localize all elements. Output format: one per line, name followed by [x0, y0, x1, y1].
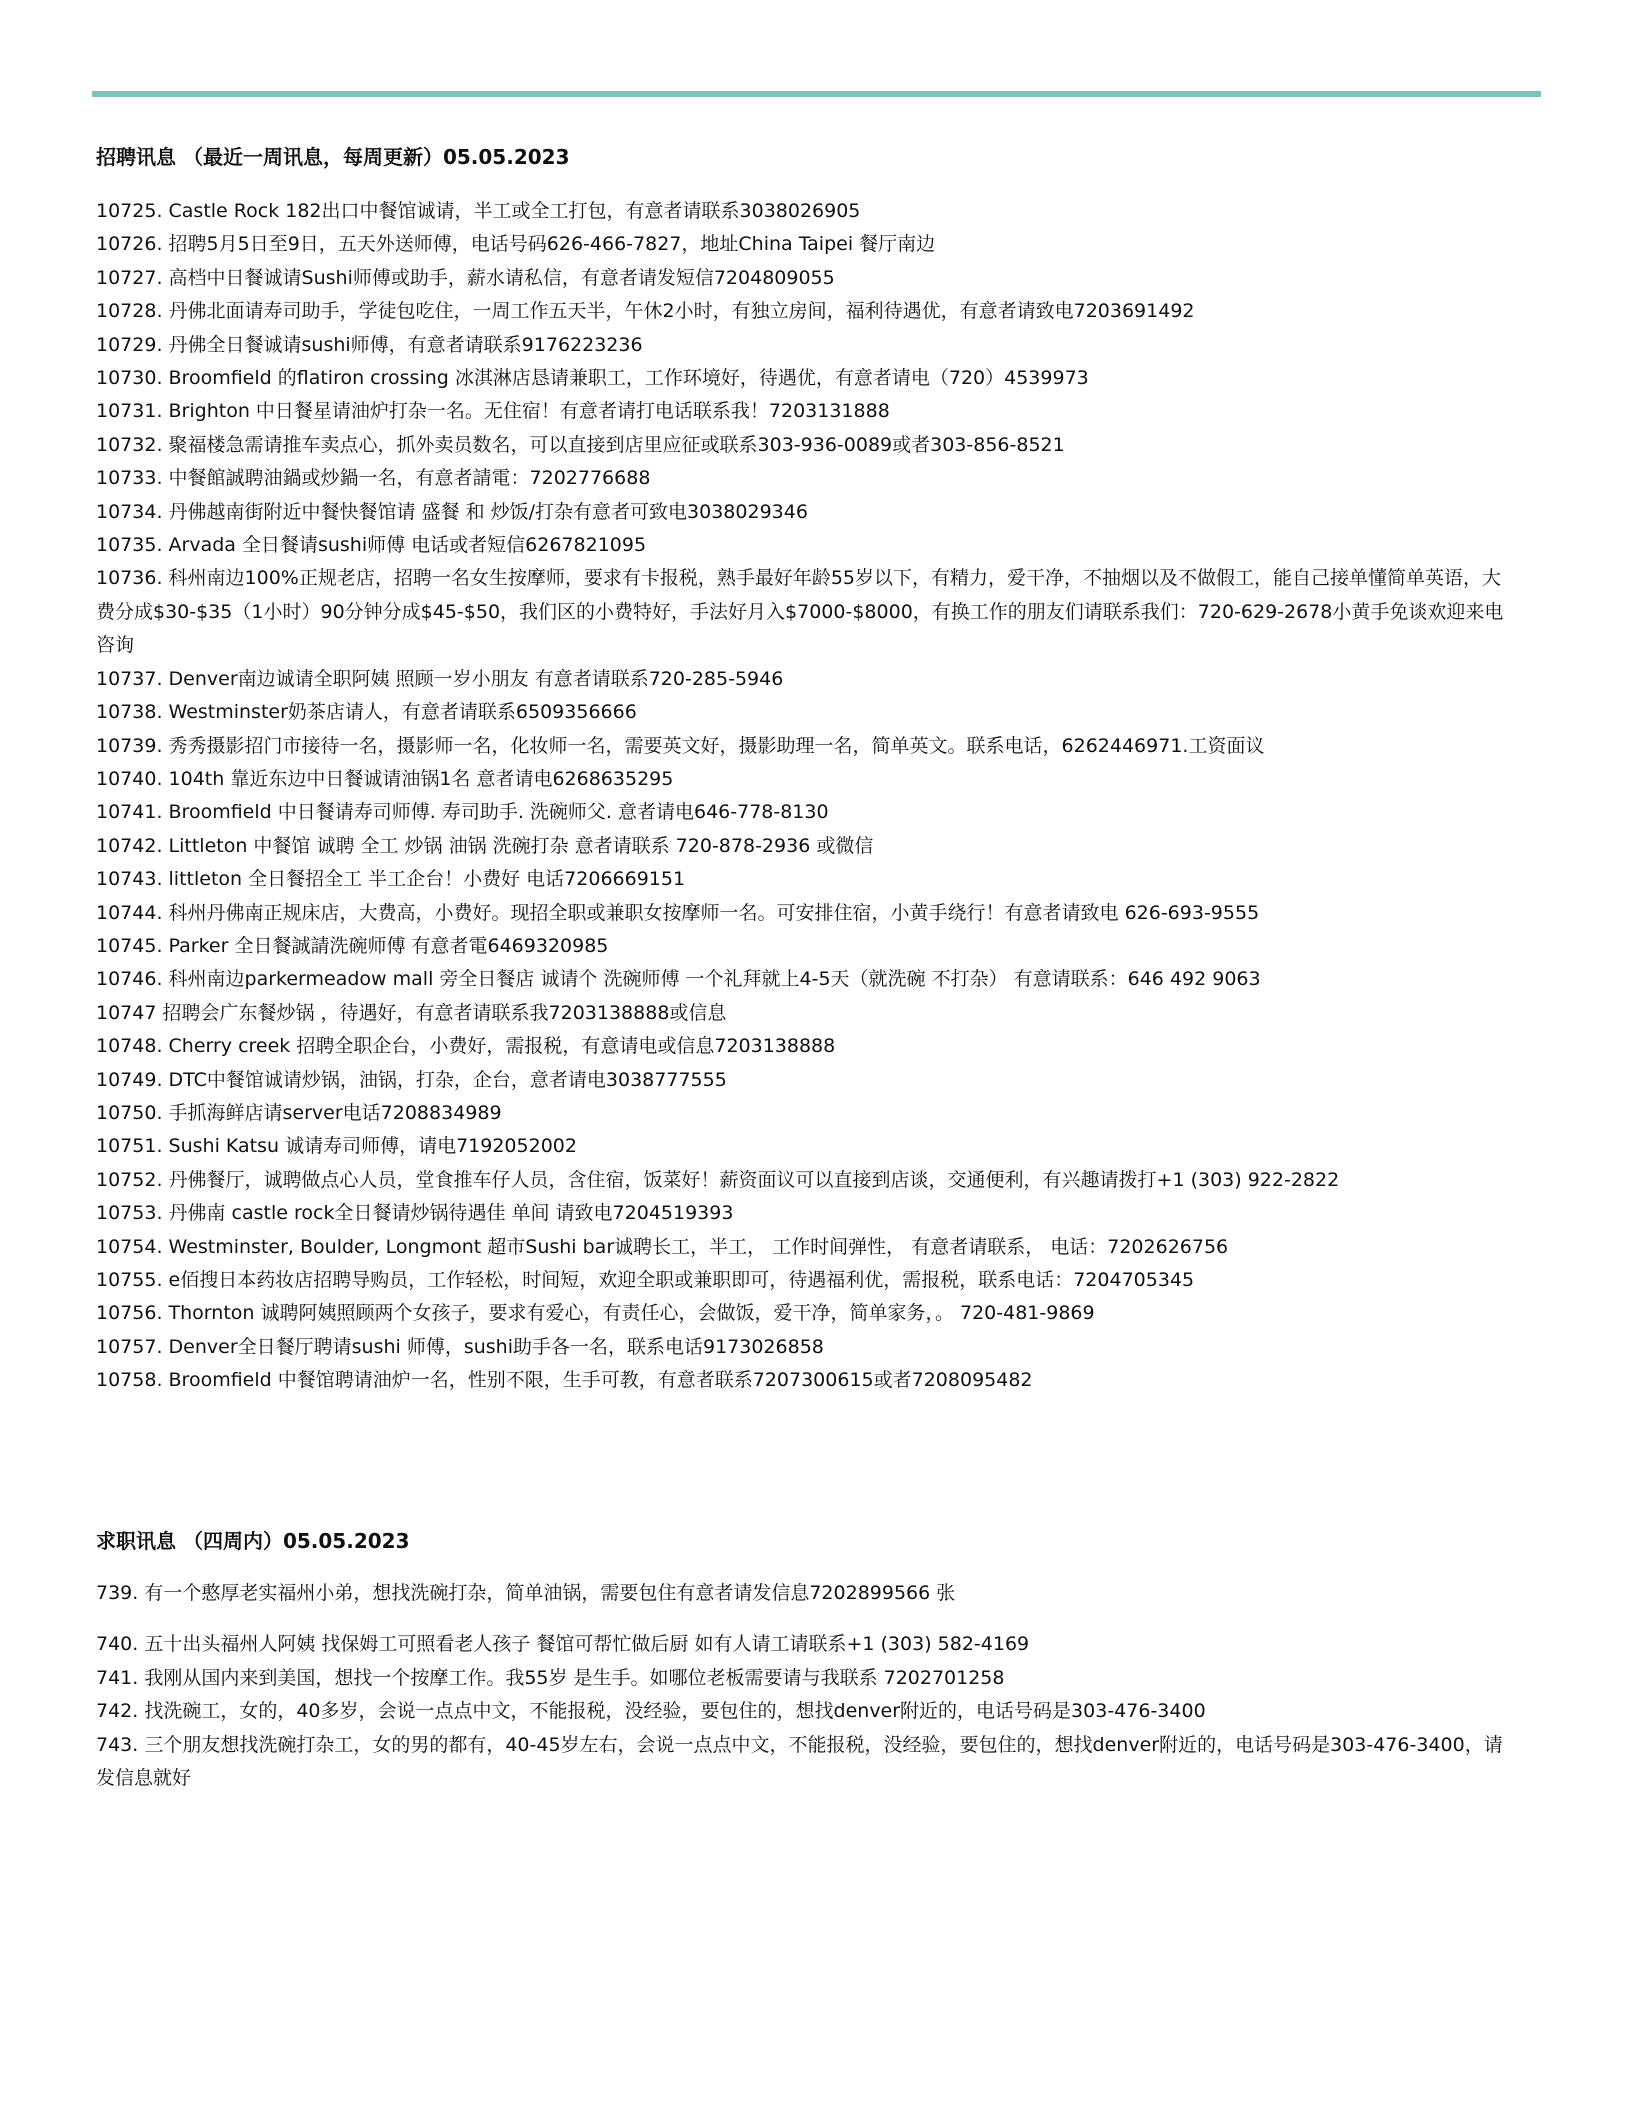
job-seekers-section — [96, 1527, 1516, 1795]
job-listing-entry: 10730. Broomfield 的flatiron crossing 冰淇淋店恳请兼职工，工作环境好，待遇优，有意者请电（720）4539973 — [96, 367, 1089, 390]
job-listing-entry: 10733. 中餐館誠聘油鍋或炒鍋一名，有意者請電：7202776688 — [96, 467, 651, 490]
job-listing-entry: 10755. e佰搜日本药妆店招聘导购员，工作轻松，时间短，欢迎全职或兼职即可，待遇福利优，需报税，联系电话：7204705345 — [96, 1269, 1195, 1291]
job-listing-entry: 10729. 丹佛全日餐诚请sushi师傅，有意者请联系9176223236 — [96, 333, 643, 356]
job-listing-entry: 10757. Denver全日餐厅聘请sushi 师傅，sushi助手各一名，联系电话9173026858 — [96, 1335, 824, 1358]
job-seekers-title: 求职讯息 （四周内）05.05.2023 — [96, 1529, 410, 1553]
job-listing-entry: 10758. Broomfield 中餐馆聘请油炉一名，性别不限，生手可教，有意者联系7207300615或者7208095482 — [96, 1369, 1033, 1392]
job-listing-entry: 10736. 科州南边100%正规老店，招聘一名女生按摩师，要求有卡报税，熟手最好年龄55岁以下，有精力，爱干净，不抽烟以及不做假工，能自己接单懂简单英语，大费分成$30-$35（1小时）90分钟分成$45-$50，我们区的小费特好，手法好月入$7000-$8000，有换工作的朋友们请联系我们：720-629-2678小黄手免谈欢迎来电咨询 — [96, 567, 1504, 657]
job-listing-entry: 10734. 丹佛越南街附近中餐快餐馆请 盛餐 和 炒饭/打杂有意者可致电3038029346 — [96, 500, 808, 523]
job-listing-entry: 10725. Castle Rock 182出口中餐馆诚请，半工或全工打包，有意者请联系3038026905 — [96, 200, 861, 222]
job-listing-entry: 10750. 手抓海鲜店请server电话7208834989 — [96, 1101, 502, 1124]
job-listing-entry: 10754. Westminster, Boulder, Longmont 超市Sushi bar诚聘长工，半工， 工作时间弹性， 有意者请联系， 电话：7202626756 — [96, 1235, 1229, 1258]
job-listing-entry: 10744. 科州丹佛南正规床店，大费高，小费好。现招全职或兼职女按摩师一名。可安排住宿，小黄手绕行！有意者请致电 626-693-9555 — [96, 901, 1260, 924]
job-listing-entry: 10738. Westminster奶茶店请人，有意者请联系6509356666 — [96, 701, 637, 724]
job-listing-entry: 10749. DTC中餐馆诚请炒锅，油锅，打杂，企台，意者请电3038777555 — [96, 1068, 727, 1091]
job-seeker-entry: 743. 三个朋友想找洗碗打杂工，女的男的都有，40-45岁左右，会说一点点中文，不能报税，没经验，要包住的，想找denver附近的，电话号码是303-476-3400，请发信息就好 — [96, 1733, 1503, 1790]
job-listing-entry: 10747 招聘会广东餐炒锅 ，待遇好，有意者请联系我7203138888或信息 — [96, 1001, 727, 1024]
job-listing-entry: 10735. Arvada 全日餐请sushi师傅 电话或者短信6267821095 — [96, 534, 647, 557]
job-listing-entry: 10748. Cherry creek 招聘全职企台，小费好，需报税，有意请电或信息7203138888 — [96, 1035, 836, 1058]
header-rule — [92, 91, 1541, 97]
job-listing-entry: 10743. littleton 全日餐招全工 半工企台！小费好 电话7206669151 — [96, 868, 686, 891]
job-listing-entry: 10741. Broomfield 中日餐请寿司师傅. 寿司助手. 洗碗师父. 意者请电646-778-8130 — [96, 801, 829, 824]
job-seeker-entry: 741. 我刚从国内来到美国，想找一个按摩工作。我55岁 是生手。如哪位老板需要请与我联系 7202701258 — [96, 1666, 1005, 1689]
job-listing-entry: 10745. Parker 全日餐誠請洗碗师傅 有意者電6469320985 — [96, 934, 609, 957]
job-listing-entry: 10728. 丹佛北面请寿司助手，学徒包吃住，一周工作五天半，午休2小时，有独立房间，福利待遇优，有意者请致电7203691492 — [96, 300, 1195, 323]
job-listing-entry: 10739. 秀秀摄影招门市接待一名，摄影师一名，化妆师一名，需要英文好，摄影助理一名，简单英文。联系电话，6262446971.工资面议 — [96, 734, 1265, 757]
job-seeker-entry: 742. 找洗碗工，女的，40多岁，会说一点点中文，不能报税，没经验，要包住的，想找denver附近的，电话号码是303-476-3400 — [96, 1700, 1206, 1723]
job-listing-entry: 10740. 104th 靠近东边中日餐诚请油锅1名 意者请电6268635295 — [96, 767, 674, 790]
job-listing-entry: 10756. Thornton 诚聘阿姨照顾两个女孩子，要求有爱心，有责任心，会做饭，爱干净，简单家务，。 720-481-9869 — [96, 1302, 1095, 1325]
job-listing-entry: 10727. 高档中日餐诚请Sushi师傅或助手，薪水请私信，有意者请发短信7204809055 — [96, 266, 835, 289]
job-listing-entry: 10753. 丹佛南 castle rock全日餐请炒锅待遇佳 单间 请致电7204519393 — [96, 1202, 734, 1225]
job-listings-title: 招聘讯息 （最近一周讯息，每周更新）05.05.2023 — [96, 145, 570, 169]
job-seekers-list — [96, 1577, 1516, 1795]
job-seeker-entry: 740. 五十出头福州人阿姨 找保姆工可照看老人孩子 餐馆可帮忙做后厨 如有人请工请联系+1 (303) 582-4169 — [96, 1633, 1030, 1656]
job-listing-entry: 10731. Brighton 中日餐星请油炉打杂一名。无住宿！有意者请打电话联系我！7203131888 — [96, 400, 890, 423]
job-listing-entry: 10732. 聚福楼急需请推车卖点心，抓外卖员数名，可以直接到店里应征或联系303-936-0089或者303-856-8521 — [96, 433, 1065, 456]
job-listings-list — [96, 195, 1516, 1398]
job-listing-entry: 10726. 招聘5月5日至9日，五天外送师傅，电话号码626-466-7827，地址China Taipei 餐厅南边 — [96, 233, 936, 256]
job-listings-section — [96, 143, 1516, 1398]
job-listing-entry: 10752. 丹佛餐厅，诚聘做点心人员，堂食推车仔人员，含住宿，饭菜好！薪资面议可以直接到店谈，交通便利，有兴趣请拨打+1 (303) 922-2822 — [96, 1168, 1340, 1191]
job-listing-entry: 10737. Denver南边诚请全职阿姨 照顾一岁小朋友 有意者请联系720-285-5946 — [96, 667, 784, 690]
job-listing-entry: 10751. Sushi Katsu 诚请寿司师傅，请电7192052002 — [96, 1135, 577, 1158]
job-listing-entry: 10746. 科州南边parkermeadow mall 旁全日餐店 诚请个 洗碗师傅 一个礼拜就上4-5天（就洗碗 不打杂） 有意请联系：646 492 9063 — [96, 968, 1261, 991]
job-listing-entry: 10742. Littleton 中餐馆 诚聘 全工 炒锅 油锅 洗碗打杂 意者请联系 720-878-2936 或微信 — [96, 834, 874, 857]
job-seeker-entry: 739. 有一个憨厚老实福州小弟，想找洗碗打杂，简单油锅，需要包住有意者请发信息7202899566 张 — [96, 1582, 956, 1604]
